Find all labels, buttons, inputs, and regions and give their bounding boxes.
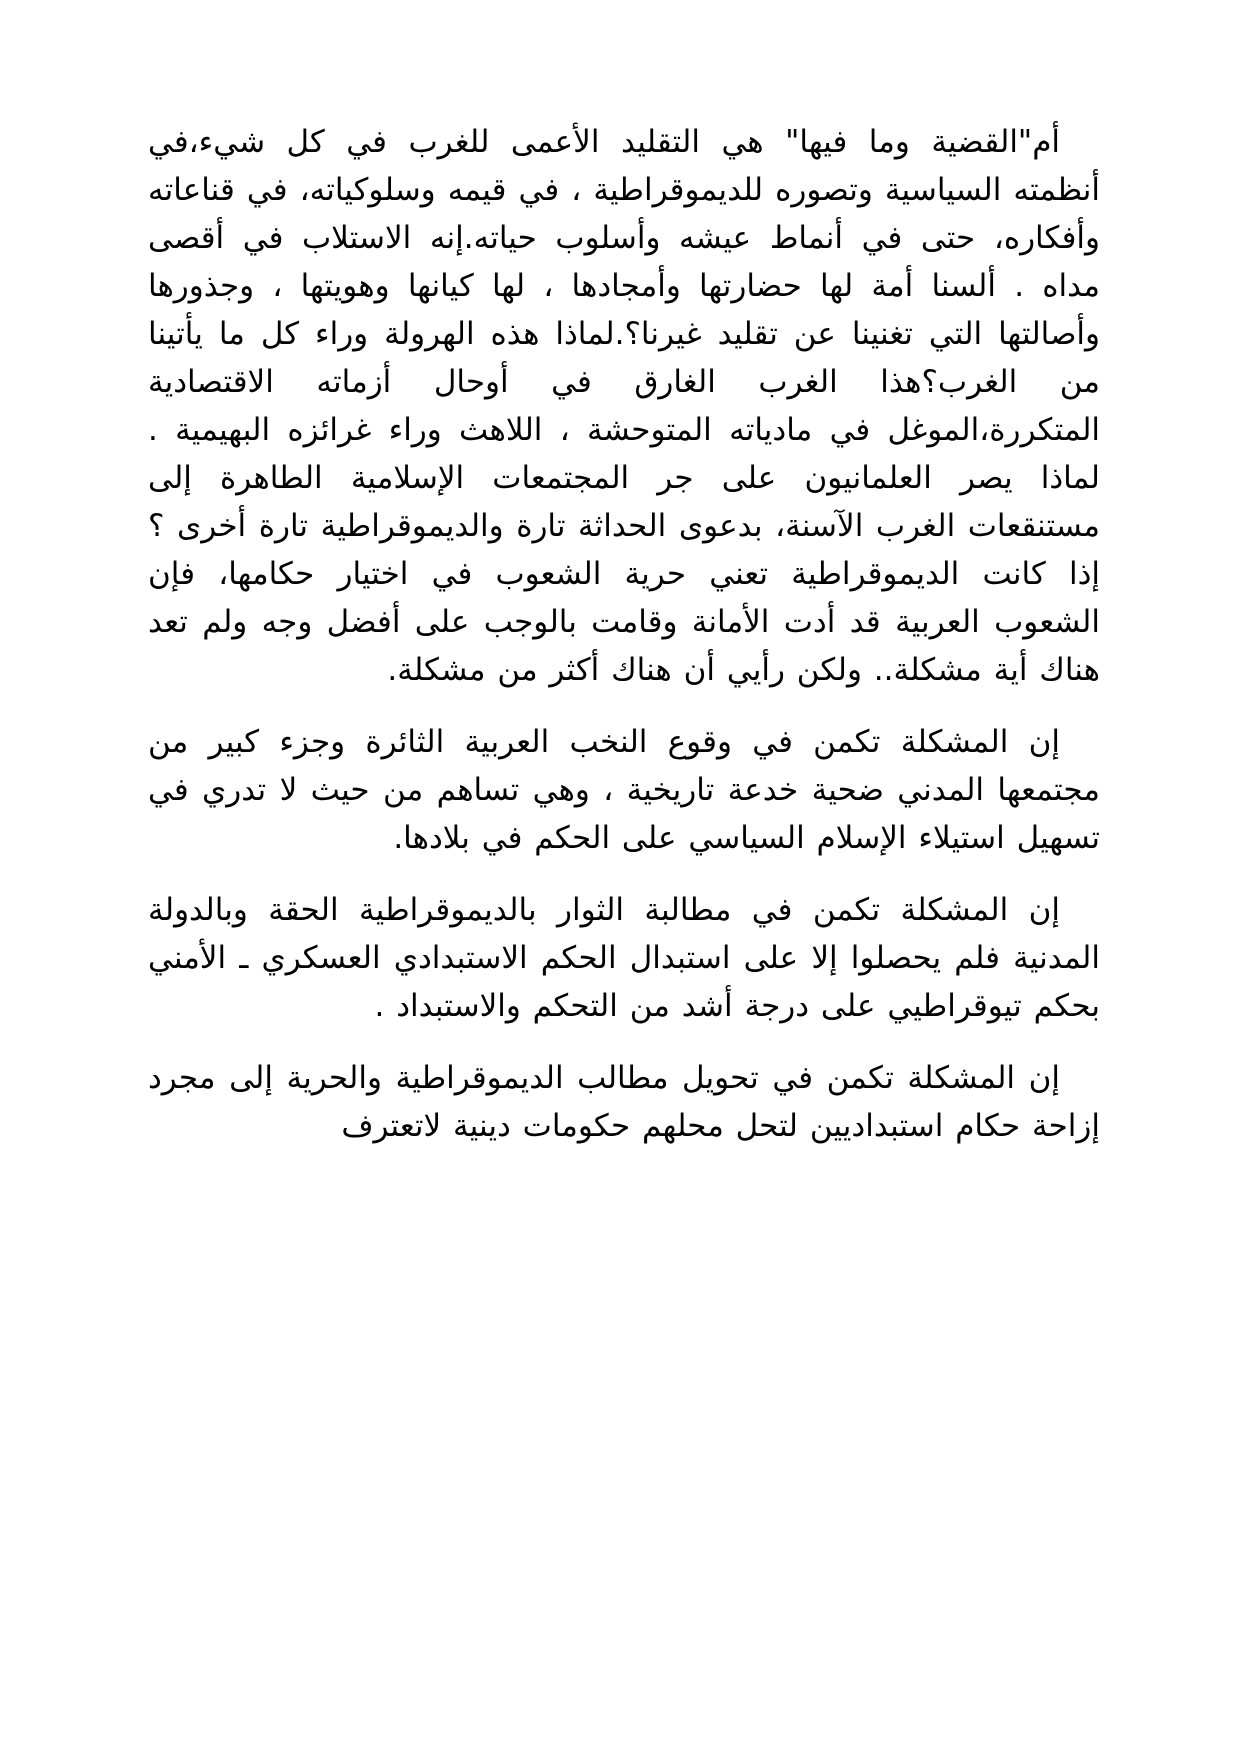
paragraph-1: أم"القضية وما فيها" هي التقليد الأعمى للغرب في كل شيء،في أنظمته السياسية وتصوره للديموقراطية ، في قيمه وسلوكياته، في قناعاته وأفكاره، حتى في أنماط عيشه وأسلوب حياته.إنه الاستلاب في أقصى مداه . ألسنا أمة لها حضارتها وأمجادها ، لها كيانها وهويتها ، وجذورها وأصالتها التي تغنينا عن تقليد غيرنا؟.لماذا هذه الهرولة وراء كل ما يأتينا من الغرب؟هذا الغرب الغارق في أوحال أزماته الاقتصادية المتكررة،الموغل في مادياته المتوحشة ، اللاهث وراء غرائزه البهيمية . لماذا يصر العلمانيون على جر المجتمعات الإسلامية الطاهرة إلى مستنقعات الغرب الآسنة، بدعوى الحداثة تارة والديموقراطية تارة أخرى ؟ إذا كانت الديموقراطية تعني حرية الشعوب في اختيار حكامها، فإن الشعوب العربية قد أدت الأمانة وقامت بالوجب على أفضل وجه ولم تعد هناك أية مشكلة.. ولكن رأيي أن هناك أكثر من مشكلة. (148, 124, 1100, 688)
document-page (148, 118, 1100, 1174)
paragraph-4: إن المشكلة تكمن في تحويل مطالب الديموقراطية والحرية إلى مجرد إزاحة حكام استبداديين لتحل محلهم حكومات دينية لاتعترف (148, 1060, 1100, 1144)
paragraph-3: إن المشكلة تكمن في مطالبة الثوار بالديموقراطية الحقة وبالدولة المدنية فلم يحصلوا إلا على استبدال الحكم الاستبدادي العسكري ـ الأمني بحكم تيوقراطيي على درجة أشد من التحكم والاستبداد . (148, 892, 1100, 1024)
paragraph-2: إن المشكلة تكمن في وقوع النخب العربية الثائرة وجزء كبير من مجتمعها المدني ضحية خدعة تاريخية ، وهي تساهم من حيث لا تدري في تسهيل استيلاء الإسلام السياسي على الحكم في بلادها. (148, 724, 1100, 856)
